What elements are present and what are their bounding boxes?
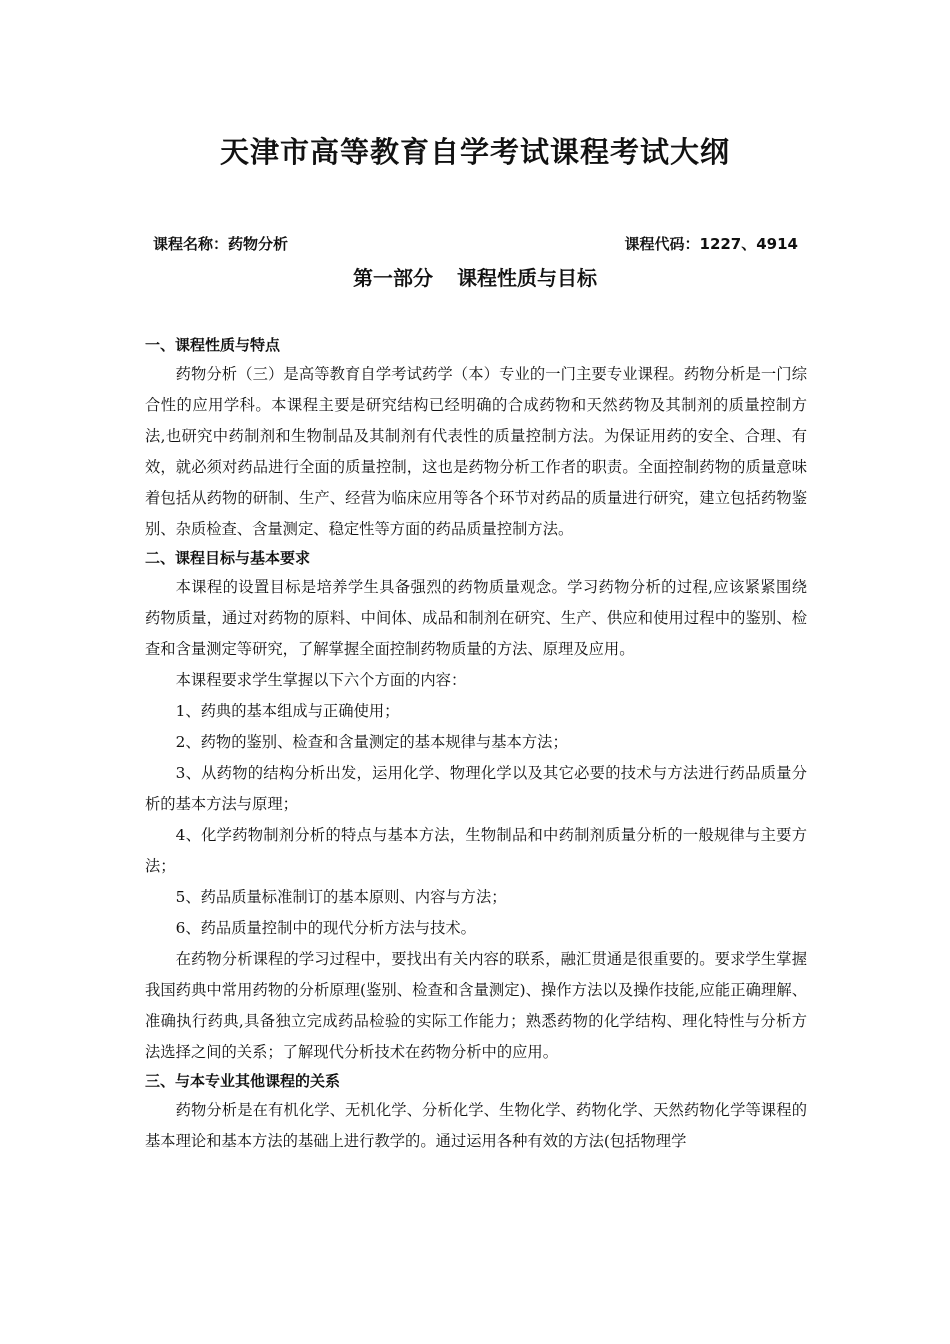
part-title (0, 262, 950, 291)
list-item: 3、从药物的结构分析出发，运用化学、物理化学以及其它必要的技术与方法进行药品质量分析的基本方法与原理； (145, 764, 807, 813)
paragraph: 药物分析（三）是高等教育自学考试药学（本）专业的一门主要专业课程。药物分析是一门综合性的应用学科。本课程主要是研究结构已经明确的合成药物和天然药物及其制剂的质量控制方法,也研究中药制剂和生物制品及其制剂有代表性的质量控制方法。为保证用药的安全、合理、有效，就必须对药品进行全面的质量控制，这也是药物分析工作者的职责。全面控制药物的质量意味着包括从药物的研制、生产、经营为临床应用等各个环节对药品的质量进行研究，建立包括药物鉴别、杂质检查、含量测定、稳定性等方面的药品质量控制方法。 (145, 365, 807, 538)
list-item: 1、药典的基本组成与正确使用； (175, 702, 400, 720)
course-name: 课程名称：药物分析 (153, 235, 289, 253)
part-label: 第一部分 (353, 266, 433, 290)
section-heading-goals: 二、课程目标与基本要求 (145, 549, 311, 567)
paragraph: 本课程要求学生掌握以下六个方面的内容： (175, 671, 467, 689)
paragraph: 在药物分析课程的学习过程中，要找出有关内容的联系，融汇贯通是很重要的。要求学生掌握我国药典中常用药物的分析原理(鉴别、检查和含量测定)、操作方法以及操作技能,应能正确理解、准确执行药典,具备独立完成药品检验的实际工作能力；熟悉药物的化学结构、理化特性与分析方法选择之间的关系；了解现代分析技术在药物分析中的应用。 (145, 950, 807, 1061)
section-heading-relations: 三、与本专业其他课程的关系 (145, 1072, 341, 1090)
list-item: 2、药物的鉴别、检查和含量测定的基本规律与基本方法； (175, 733, 568, 751)
list-item: 5、药品质量标准制订的基本原则、内容与方法； (175, 888, 507, 906)
list-item: 4、化学药物制剂分析的特点与基本方法，生物制品和中药制剂质量分析的一般规律与主要方法； (145, 826, 807, 875)
part-name: 课程性质与目标 (457, 266, 597, 290)
course-code: 课程代码：1227、4914 (624, 235, 798, 253)
paragraph: 药物分析是在有机化学、无机化学、分析化学、生物化学、药物化学、天然药物化学等课程的基本理论和基本方法的基础上进行教学的。通过运用各种有效的方法(包括物理学 (145, 1101, 807, 1150)
list-item: 6、药品质量控制中的现代分析方法与技术。 (175, 919, 476, 937)
document-title: 天津市高等教育自学考试课程考试大纲 (219, 135, 730, 169)
paragraph: 本课程的设置目标是培养学生具备强烈的药物质量观念。学习药物分析的过程,应该紧紧围绕药物质量，通过对药物的原料、中间体、成品和制剂在研究、生产、供应和使用过程中的鉴别、检查和含量测定等研究，了解掌握全面控制药物质量的方法、原理及应用。 (145, 578, 807, 658)
section-heading-nature: 一、课程性质与特点 (145, 336, 281, 354)
document-body (145, 332, 807, 1157)
